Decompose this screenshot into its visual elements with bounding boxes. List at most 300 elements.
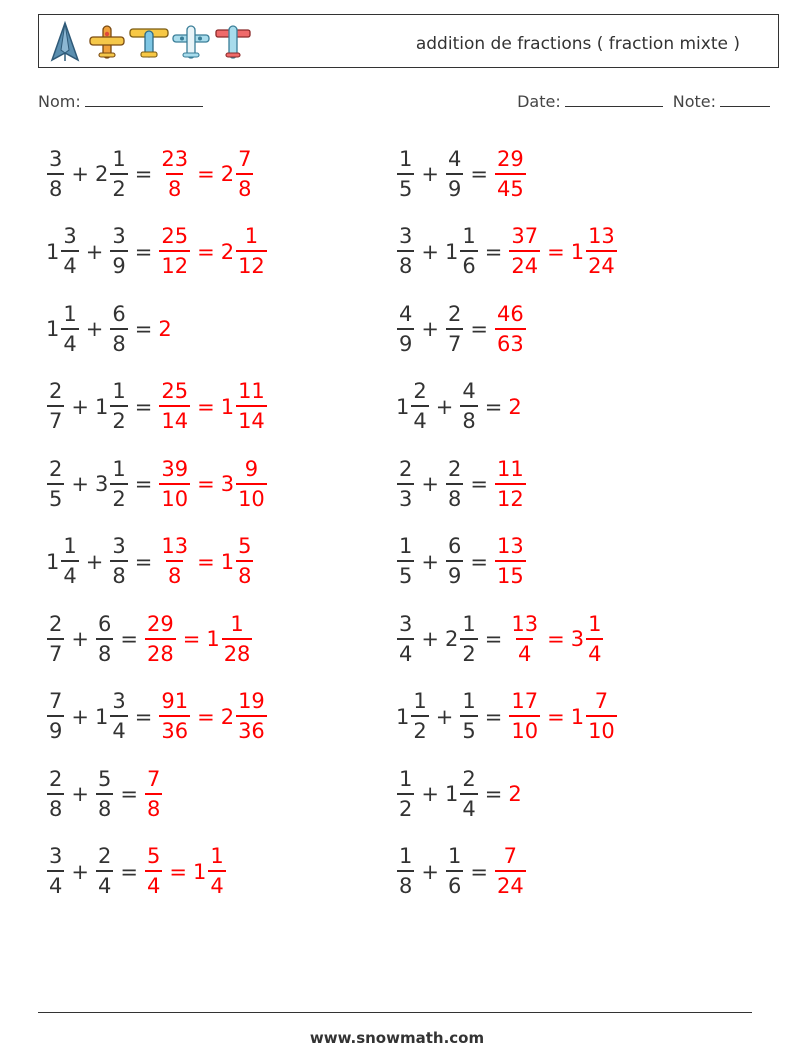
plus-sign: +	[435, 394, 454, 419]
addend-1	[396, 146, 415, 201]
addend-1	[46, 456, 65, 511]
addend-1-numerator: 3	[399, 224, 413, 248]
answer-mixed-numerator: 1	[210, 844, 224, 868]
addend-2-numerator: 1	[112, 456, 126, 481]
addend-2	[94, 456, 129, 511]
answer-mixed	[220, 456, 268, 511]
answer-improper-numerator: 7	[146, 766, 161, 791]
plus-sign: +	[71, 472, 89, 496]
addend-2-fraction	[446, 456, 463, 511]
addend-1-denominator: 4	[411, 405, 428, 432]
plus-sign: +	[71, 704, 89, 729]
addend-1-whole: 1	[46, 317, 60, 341]
addend-1	[396, 456, 415, 511]
answer-mixed-numerator: 9	[244, 456, 259, 481]
addend-1-numerator: 1	[399, 844, 413, 868]
addend-2-fraction	[96, 611, 113, 666]
addend-2-fraction	[446, 146, 463, 201]
addend-2-numerator: 2	[447, 456, 462, 481]
answer-mixed-numerator: 7	[238, 146, 252, 171]
addend-2	[95, 381, 129, 432]
answer-mixed-denominator: 36	[236, 715, 267, 742]
answer-mixed-denominator: 10	[586, 715, 617, 742]
addend-2-denominator: 9	[446, 173, 463, 200]
equals-sign: =	[120, 782, 138, 806]
addend-1-denominator: 9	[397, 328, 414, 355]
answer	[494, 146, 527, 201]
plus-sign: +	[435, 704, 454, 729]
equals-sign: =	[134, 317, 153, 341]
answer-improper	[158, 691, 191, 742]
addend-1-numerator: 4	[399, 301, 413, 326]
answer-mixed-denominator: 24	[586, 250, 617, 277]
answer-improper-fraction	[159, 146, 190, 201]
answer-improper	[494, 456, 527, 511]
addend-1-numerator: 2	[49, 766, 63, 791]
addend-1-denominator: 9	[47, 715, 64, 742]
addend-1-denominator: 4	[47, 870, 64, 897]
answer-equals-sign: =	[197, 549, 215, 574]
answer-mixed	[193, 846, 227, 897]
addend-1-denominator: 5	[397, 560, 414, 587]
addend-1-numerator: 2	[413, 379, 427, 403]
answer-improper-fraction	[495, 536, 526, 587]
answer-improper	[494, 146, 527, 201]
answer-improper-fraction	[159, 536, 190, 587]
addend-2	[459, 691, 478, 742]
equals-sign: =	[484, 627, 503, 651]
answer	[158, 456, 267, 511]
answer-improper-whole: 2	[508, 782, 522, 806]
addend-1-numerator: 3	[49, 844, 63, 868]
answer-improper-denominator: 63	[495, 328, 526, 355]
addend-2-fraction	[446, 536, 463, 587]
addend-2-numerator: 3	[112, 224, 126, 248]
answer-improper-whole: 2	[158, 317, 172, 341]
addend-2-fraction	[460, 766, 477, 821]
addend-1-fraction	[47, 146, 64, 201]
addend-1-fraction	[411, 691, 428, 742]
answer-improper-fraction	[495, 456, 526, 511]
equals-sign: =	[120, 627, 138, 651]
answer-improper-denominator: 14	[159, 405, 190, 432]
answer-improper-numerator: 91	[161, 689, 189, 713]
addend-2-numerator: 2	[97, 844, 112, 868]
addend-1-fraction	[61, 536, 78, 587]
addend-1-whole: 1	[46, 239, 60, 264]
answer-equals-sign: =	[547, 239, 565, 264]
answer-improper-denominator: 28	[145, 638, 176, 665]
problem-16	[396, 687, 618, 747]
answer-improper-numerator: 23	[161, 146, 189, 171]
answer	[158, 317, 172, 341]
answer-improper	[508, 691, 541, 742]
addend-2-numerator: 4	[462, 379, 476, 403]
answer-mixed	[571, 691, 618, 742]
answer-equals-sign: =	[197, 704, 215, 729]
answer-mixed-whole: 1	[570, 704, 585, 729]
plus-sign: +	[85, 549, 104, 574]
answer	[508, 395, 522, 419]
answer-improper-fraction	[495, 301, 526, 356]
answer-equals-sign: =	[547, 704, 565, 729]
addend-2-numerator: 3	[112, 534, 126, 558]
addend-2-denominator: 2	[110, 173, 127, 200]
answer-mixed	[570, 611, 605, 666]
answer-mixed	[221, 381, 268, 432]
addend-1	[46, 611, 65, 666]
equals-sign: =	[134, 472, 153, 496]
addend-1-denominator: 7	[47, 638, 64, 665]
addend-2-numerator: 3	[112, 689, 126, 713]
addend-2-fraction	[446, 846, 463, 897]
answer-mixed-denominator: 28	[222, 638, 253, 665]
addend-2	[94, 146, 129, 201]
answer-improper-fraction	[145, 766, 162, 821]
addend-1-numerator: 1	[399, 534, 413, 558]
addend-2-fraction	[110, 301, 127, 356]
answer-mixed-denominator: 4	[208, 870, 225, 897]
addend-2	[445, 146, 464, 201]
problem-12	[396, 532, 527, 592]
addend-2-numerator: 2	[447, 301, 462, 326]
addend-2	[445, 456, 464, 511]
answer-improper-denominator: 8	[166, 560, 183, 587]
addend-2-whole: 2	[444, 627, 459, 651]
answer-mixed-numerator: 11	[238, 379, 265, 403]
problem-2	[396, 144, 527, 204]
answer-improper-fraction	[159, 691, 190, 742]
plus-sign: +	[421, 239, 439, 264]
answer-improper	[158, 226, 191, 277]
answer-mixed-denominator: 12	[236, 250, 267, 277]
addend-1-numerator: 1	[399, 766, 413, 791]
footer-site: www.snowmath.com	[309, 1029, 485, 1047]
problem-10	[396, 454, 527, 514]
addend-2-fraction	[110, 536, 127, 587]
answer	[508, 782, 522, 806]
answer-improper-fraction	[159, 381, 190, 432]
addend-1-numerator: 2	[49, 379, 63, 403]
answer-improper	[508, 395, 522, 419]
addend-1-numerator: 1	[399, 146, 413, 171]
answer-mixed	[571, 226, 618, 277]
answer-mixed-denominator: 8	[236, 173, 253, 200]
equals-sign: =	[134, 394, 153, 419]
equals-sign: =	[470, 317, 488, 341]
addend-1-fraction	[61, 226, 78, 277]
addend-2	[109, 301, 128, 356]
answer-equals-sign: =	[169, 859, 187, 884]
addend-1	[396, 766, 415, 821]
addend-1-numerator: 2	[399, 456, 413, 481]
addend-2	[445, 301, 464, 356]
addend-1-numerator: 3	[399, 611, 413, 636]
addend-2-denominator: 8	[110, 560, 127, 587]
answer-improper-numerator: 29	[496, 146, 524, 171]
problem-6	[396, 299, 527, 359]
addend-2-whole: 1	[94, 704, 109, 729]
answer-improper	[494, 301, 527, 356]
answer	[508, 691, 617, 742]
addend-2	[109, 536, 128, 587]
answer-improper	[494, 846, 527, 897]
addend-2-numerator: 1	[462, 611, 476, 636]
answer-mixed-whole: 2	[220, 704, 235, 729]
addend-2-fraction	[110, 226, 127, 277]
addend-2-fraction	[110, 381, 127, 432]
addend-2	[444, 611, 479, 666]
answer	[508, 611, 604, 666]
addend-1-fraction	[47, 846, 64, 897]
addend-2-fraction	[460, 381, 477, 432]
addend-2-numerator: 5	[97, 766, 112, 791]
answer-improper	[144, 611, 177, 666]
answer-improper-fraction	[509, 226, 540, 277]
answer	[144, 766, 163, 821]
addend-2	[445, 536, 464, 587]
addend-1-numerator: 1	[63, 301, 77, 326]
answer-mixed-whole: 3	[220, 472, 235, 496]
answer-mixed-fraction	[222, 611, 253, 666]
answer-mixed-fraction	[236, 691, 267, 742]
addend-1-fraction	[397, 456, 414, 511]
answer-mixed-whole: 1	[570, 239, 585, 264]
addend-1-denominator: 7	[47, 405, 64, 432]
addend-1	[396, 611, 415, 666]
addend-2-numerator: 6	[112, 301, 126, 326]
answer-mixed-whole: 2	[220, 239, 235, 264]
answer-equals-sign: =	[197, 239, 215, 264]
answer-improper-denominator: 24	[495, 870, 526, 897]
addend-1	[46, 226, 80, 277]
addend-2-numerator: 2	[462, 766, 476, 791]
addend-2-fraction	[110, 691, 127, 742]
answer-mixed-denominator: 8	[236, 560, 253, 587]
addend-2	[95, 846, 114, 897]
answer-improper-denominator: 45	[495, 173, 526, 200]
addend-1-numerator: 7	[49, 689, 63, 713]
problem-5	[46, 299, 173, 359]
addend-1-whole: 1	[396, 394, 410, 419]
plus-sign: +	[421, 627, 439, 651]
answer-mixed	[221, 691, 268, 742]
answer-improper-numerator: 13	[496, 534, 524, 558]
answer-improper-denominator: 8	[166, 173, 183, 200]
answer-improper-fraction	[145, 846, 162, 897]
addend-2	[445, 846, 464, 897]
problem-3	[46, 222, 268, 282]
addend-1-denominator: 8	[47, 793, 64, 820]
addend-2-denominator: 8	[96, 793, 113, 820]
answer-mixed	[206, 611, 253, 666]
answer	[144, 846, 227, 897]
answer-improper-fraction	[509, 611, 540, 666]
equals-sign: =	[134, 239, 153, 264]
answer-improper-numerator: 5	[146, 844, 161, 868]
addend-1	[396, 381, 430, 432]
equals-sign: =	[134, 549, 153, 574]
addend-2	[95, 766, 114, 821]
answer-mixed-denominator: 10	[236, 483, 267, 510]
addend-1-whole: 1	[396, 704, 410, 729]
answer-mixed-whole: 1	[220, 549, 235, 574]
addend-1-denominator: 4	[397, 638, 414, 665]
answer-improper	[158, 146, 191, 201]
problem-9	[46, 454, 268, 514]
equals-sign: =	[134, 162, 153, 186]
addend-1-numerator: 3	[49, 146, 63, 171]
answer-improper-numerator: 25	[161, 379, 189, 403]
addend-2-fraction	[460, 226, 477, 277]
addend-1-denominator: 4	[61, 560, 78, 587]
answer-mixed-numerator: 1	[588, 611, 602, 636]
answer-improper-denominator: 24	[509, 250, 540, 277]
footer-divider	[38, 1012, 752, 1013]
answer-improper-fraction	[495, 846, 526, 897]
answer-improper-numerator: 13	[161, 534, 189, 558]
answer	[494, 456, 527, 511]
equals-sign: =	[470, 549, 488, 574]
answer	[494, 846, 527, 897]
answer	[158, 146, 254, 201]
addend-2-denominator: 9	[110, 250, 127, 277]
answer-mixed-fraction	[586, 691, 617, 742]
answer	[158, 536, 254, 587]
addend-1	[46, 846, 65, 897]
addend-2	[95, 611, 114, 666]
answer-equals-sign: =	[182, 627, 201, 651]
addend-1-fraction	[397, 146, 414, 201]
answer-improper	[494, 536, 527, 587]
answer-improper	[144, 846, 163, 897]
answer-equals-sign: =	[197, 162, 215, 186]
answer-improper-denominator: 12	[495, 483, 526, 510]
answer-improper	[508, 611, 541, 666]
answer-improper-denominator: 36	[159, 715, 190, 742]
answer-improper-fraction	[159, 226, 190, 277]
answer-mixed-numerator: 1	[244, 224, 259, 248]
plus-sign: +	[71, 859, 89, 884]
answer-mixed-fraction	[236, 381, 267, 432]
problem-14	[396, 609, 604, 669]
addend-2	[459, 381, 478, 432]
addend-2-numerator: 1	[447, 844, 462, 868]
addend-2-denominator: 8	[110, 328, 127, 355]
equals-sign: =	[484, 782, 503, 806]
addend-2-fraction	[96, 766, 113, 821]
answer	[158, 226, 267, 277]
plus-sign: +	[71, 627, 89, 651]
answer-mixed-denominator: 4	[586, 638, 603, 665]
addend-1-denominator: 8	[47, 173, 64, 200]
addend-1	[46, 536, 80, 587]
answer-improper	[158, 456, 191, 511]
answer-improper-denominator: 12	[159, 250, 190, 277]
answer-improper-numerator: 29	[146, 611, 174, 636]
answer-equals-sign: =	[197, 394, 215, 419]
answer-mixed-numerator: 7	[594, 689, 609, 713]
addend-1-fraction	[397, 611, 414, 666]
worksheet-title: addition de fractions ( fraction mixte )	[415, 34, 740, 54]
answer-improper-denominator: 10	[509, 715, 540, 742]
answer-mixed-numerator: 19	[238, 689, 265, 713]
note-label: Note:	[672, 92, 716, 111]
answer-mixed-whole: 1	[220, 394, 235, 419]
answer-mixed-whole: 2	[220, 162, 235, 186]
plus-sign: +	[71, 782, 89, 806]
addend-2-fraction	[96, 846, 113, 897]
plus-sign: +	[421, 472, 439, 496]
addend-2-whole: 1	[444, 782, 459, 806]
addend-1-fraction	[411, 381, 428, 432]
addend-2	[445, 226, 479, 277]
answer-mixed-fraction	[586, 226, 617, 277]
addend-2-denominator: 6	[460, 250, 477, 277]
answer-improper-numerator: 7	[503, 844, 518, 868]
addend-1	[396, 536, 415, 587]
problem-17	[46, 764, 163, 824]
answer	[508, 226, 617, 277]
answer-mixed-numerator: 5	[238, 534, 252, 558]
addend-2-numerator: 4	[447, 146, 462, 171]
addend-2-denominator: 7	[446, 328, 463, 355]
answer-improper-denominator: 10	[159, 483, 190, 510]
addend-2-fraction	[460, 611, 477, 666]
answer-improper-denominator: 4	[145, 870, 162, 897]
addend-1-fraction	[47, 691, 64, 742]
problem-11	[46, 532, 254, 592]
equals-sign: =	[484, 239, 503, 264]
answer	[494, 301, 527, 356]
answer-mixed-whole: 3	[570, 627, 585, 651]
equals-sign: =	[470, 859, 488, 884]
addend-1-whole: 1	[46, 549, 60, 574]
addend-2	[109, 226, 128, 277]
addend-1-denominator: 8	[397, 870, 414, 897]
addend-1-denominator: 2	[397, 793, 414, 820]
equals-sign: =	[470, 472, 488, 496]
answer-mixed-numerator: 13	[588, 224, 615, 248]
addend-1-denominator: 4	[61, 250, 78, 277]
equals-sign: =	[470, 162, 488, 186]
addend-2-fraction	[110, 146, 127, 201]
name-label: Nom:	[38, 92, 81, 111]
plus-sign: +	[71, 162, 89, 186]
problem-4	[396, 222, 618, 282]
addend-1	[396, 301, 415, 356]
plus-sign: +	[421, 162, 439, 186]
addend-1-numerator: 2	[49, 456, 63, 481]
addend-1-fraction	[397, 846, 414, 897]
equals-sign: =	[134, 704, 153, 729]
addend-1-numerator: 3	[63, 224, 77, 248]
addend-1-numerator: 1	[63, 534, 77, 558]
answer-improper-numerator: 37	[511, 224, 539, 248]
problem-8	[396, 377, 523, 437]
answer	[158, 691, 267, 742]
addend-1-denominator: 5	[47, 483, 64, 510]
answer-improper	[144, 766, 163, 821]
answer-equals-sign: =	[197, 472, 215, 496]
equals-sign: =	[120, 859, 138, 884]
problem-18	[396, 764, 523, 824]
answer-improper-denominator: 4	[516, 638, 533, 665]
addend-2-denominator: 6	[446, 870, 463, 897]
answer-improper	[158, 536, 191, 587]
problem-7	[46, 377, 268, 437]
plus-sign: +	[85, 317, 104, 341]
